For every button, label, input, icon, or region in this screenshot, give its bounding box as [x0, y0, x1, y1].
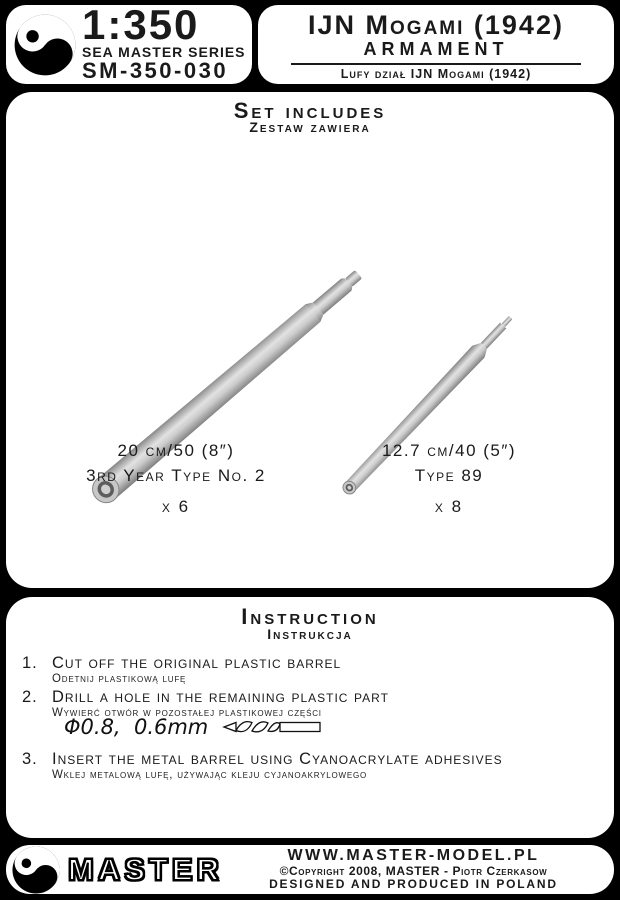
footer-bar	[6, 845, 614, 894]
set-includes-panel	[6, 92, 614, 588]
master-logo-icon	[12, 846, 60, 894]
item-quantity: x 6	[161, 497, 191, 516]
item-name: 12.7 cm/40 (5″)	[381, 441, 517, 460]
step-text: Cut off the original plastic barrel	[52, 654, 342, 672]
instruction-panel	[6, 597, 614, 838]
step-2-pl: Wywierć otwór w pozostałej plastikowej części	[52, 707, 322, 719]
step-number: 3.	[22, 750, 38, 768]
origin-text: DESIGNED AND PRODUCED IN POLAND	[269, 876, 558, 891]
step-1-pl: Odetnij plastikową lufę	[52, 673, 187, 685]
step-number: 2.	[22, 688, 38, 706]
product-title: IJN Mogami (1942)	[308, 10, 564, 40]
drill-bit-icon	[222, 718, 322, 736]
brand-badge	[6, 0, 252, 84]
step-3-pl: Wklej metalową lufę, używając kleju cyjanoakrylowego	[52, 769, 368, 781]
step-2-en	[22, 688, 389, 707]
drill-size-note: Φ0.8, 0.6mm	[64, 715, 209, 739]
website-url: WWW.MASTER-MODEL.PL	[287, 846, 540, 864]
item-label-20cm	[46, 441, 306, 517]
product-subtitle-pl: Lufy dział IJN Mogami (1942)	[340, 67, 532, 81]
series-label: SEA MASTER SERIES	[82, 43, 246, 60]
master-logo-icon	[14, 14, 76, 76]
step-3-en	[22, 750, 503, 769]
drill-size-row	[64, 715, 322, 739]
set-includes-title-pl: Zestaw zawiera	[249, 119, 371, 135]
brand-name: MASTER	[68, 851, 223, 887]
divider	[291, 63, 581, 65]
copyright-text: ©Copyright 2008, MASTER - Piotr Czerkasow	[279, 863, 548, 878]
step-number: 1.	[22, 654, 38, 672]
set-includes-title: Set includes	[233, 98, 387, 123]
instruction-title-pl: Instrukcja	[267, 626, 353, 642]
item-label-127cm	[339, 441, 559, 517]
item-type: 3rd Year Type No. 2	[86, 466, 266, 485]
step-text: Drill a hole in the remaining plastic part	[52, 688, 389, 706]
product-subtitle: ARMAMENT	[363, 39, 509, 59]
item-name: 20 cm/50 (8″)	[117, 441, 235, 460]
item-type: Type 89	[414, 466, 484, 485]
step-text: Insert the metal barrel using Cyanoacrylate adhesives	[52, 750, 503, 768]
item-quantity: x 8	[434, 497, 464, 516]
title-badge	[258, 5, 614, 84]
instruction-title: Instruction	[241, 604, 379, 629]
step-1-en	[22, 654, 341, 673]
product-code: SM-350-030	[82, 58, 229, 84]
scale-label: 1:350	[82, 0, 200, 48]
